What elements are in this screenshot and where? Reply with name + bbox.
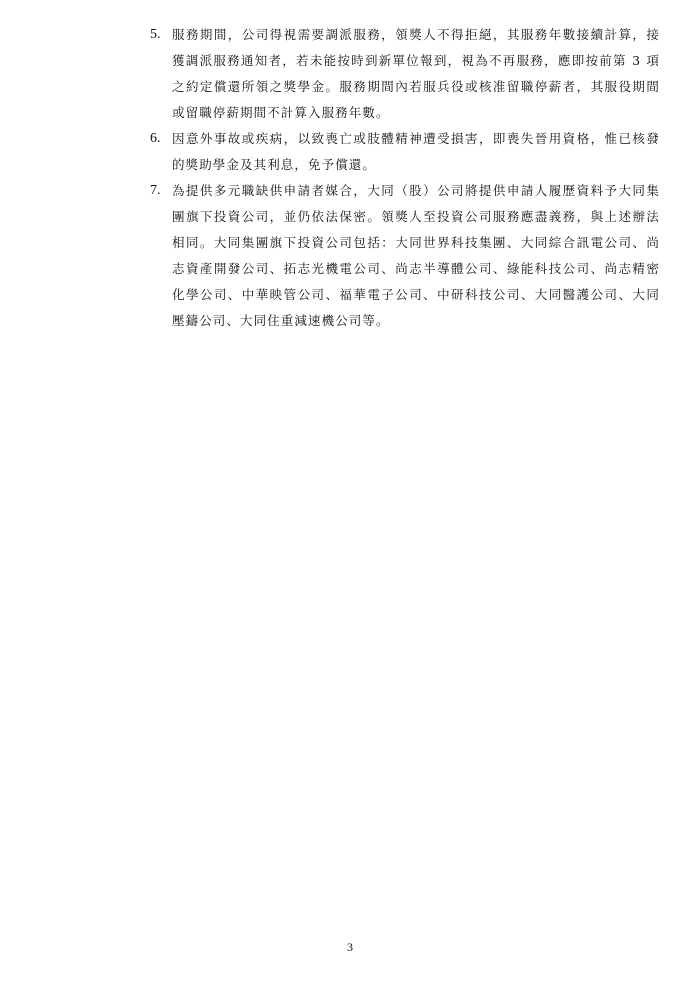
clause-item-5 [150, 22, 660, 126]
clause-text: 服務期間，公司得視需要調派服務，領獎人不得拒絕，其服務年數接續計算，接獲調派服務通知者，若未能按時到新單位報到，視為不再服務，應即按前第 3 項之約定償還所領之獎學金。服務期間內若服兵役或核准留職停薪者，其服役期間或留職停薪期間不計算入服務年數。 [172, 27, 660, 120]
clause-item-6 [150, 126, 660, 178]
clause-number: 7. [150, 183, 161, 198]
clause-number: 5. [150, 27, 161, 42]
clause-number: 6. [150, 131, 161, 146]
numbered-clause-list [150, 22, 660, 334]
clause-item-7 [150, 178, 660, 334]
clause-text: 因意外事故或疾病，以致喪亡或肢體精神遭受損害，即喪失晉用資格，惟已核發的獎助學金及其利息，免予償還。 [172, 131, 660, 172]
clause-text: 為提供多元職缺供申請者媒合，大同（股）公司將提供申請人履歷資料予大同集團旗下投資公司，並仍依法保密。領獎人至投資公司服務應盡義務，與上述辦法相同。大同集團旗下投資公司包括：大同世界科技集團、大同綜合訊電公司、尚志資產開發公司、拓志光機電公司、尚志半導體公司、綠能科技公司、尚志精密化學公司、中華映管公司、福華電子公司、中研科技公司、大同醫護公司、大同壓鑄公司、大同住重減速機公司等。 [172, 183, 660, 328]
page-number: 3 [347, 940, 353, 954]
